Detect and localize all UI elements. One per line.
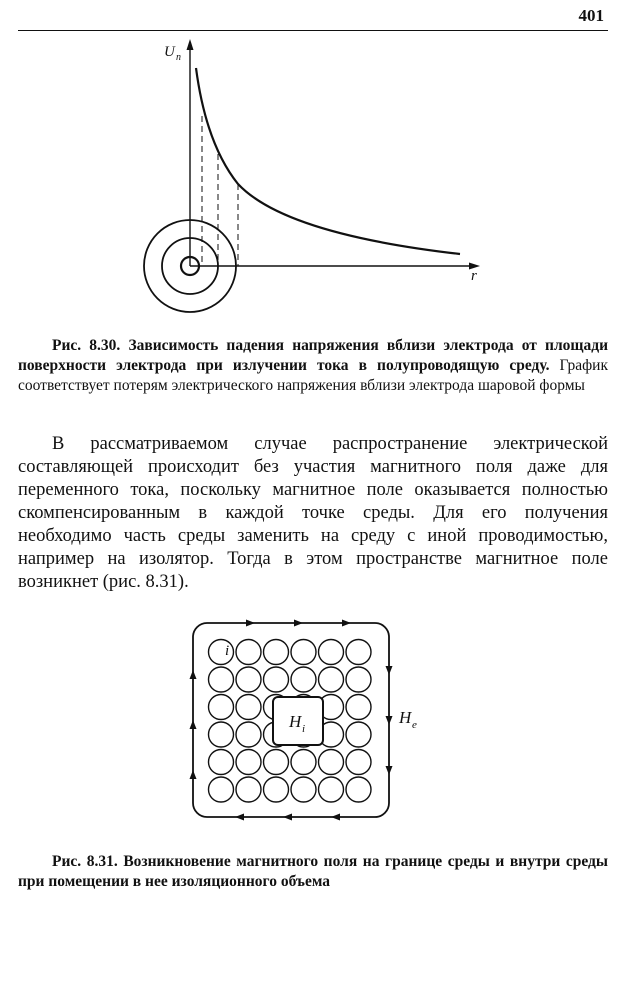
- page-number: 401: [578, 6, 604, 25]
- current-loop-circle: [319, 640, 344, 665]
- current-loop-circle: [291, 750, 316, 775]
- current-loop-circle: [319, 667, 344, 692]
- current-loop-circle: [209, 640, 234, 665]
- current-loop-circle: [319, 777, 344, 802]
- current-loop-circle: [236, 722, 261, 747]
- current-loop-circle: [346, 777, 371, 802]
- current-loop-circle: [264, 750, 289, 775]
- header-rule: [18, 30, 608, 31]
- current-loop-circle: [264, 640, 289, 665]
- outer-field-subscript: e: [412, 719, 417, 731]
- body-paragraph: В рассматриваемом случае распространение электрической составляющей происходит без участия магнитного поля даже для переменного тока, поскольку магнитное поле оказывается полностью скомпенсированным в каждой точке среды. Для его получения необходимо часть среды заменить на среду с иной проводимостью, например на изолятор. Тогда в этом пространстве магнитное поле возникнет (рис. 8.31).: [18, 434, 608, 592]
- inner-field-label: H: [289, 712, 302, 731]
- figure2-caption-number: Рис. 8.31.: [52, 853, 118, 870]
- current-loop-circle: [264, 667, 289, 692]
- current-loop-circle: [209, 777, 234, 802]
- figure-magnetic-field: [185, 615, 445, 825]
- current-loop-circle: [291, 640, 316, 665]
- current-loop-circle: [346, 750, 371, 775]
- current-loop-circle: [319, 750, 344, 775]
- figure1-caption: [18, 336, 608, 396]
- current-loop-circle: [291, 667, 316, 692]
- inner-field-subscript: i: [302, 723, 306, 735]
- current-loop-circle: [346, 695, 371, 720]
- current-loop-circle: [209, 750, 234, 775]
- y-axis-label: U: [164, 44, 175, 60]
- outer-field-label: H: [399, 708, 412, 727]
- current-loop-circle: [346, 722, 371, 747]
- current-loop-circle: [236, 777, 261, 802]
- current-label: i: [225, 643, 230, 659]
- y-axis-arrow: [187, 39, 194, 50]
- figure1-caption-bold: Зависимость падения напряжения вблизи электрода от площади поверхности электрода при излучении тока в полупроводящую среду.: [18, 337, 609, 374]
- figure2-caption-bold: Возникновение магнитного поля на границе среды и внутри среды при помещении в нее изоляционного объема: [18, 853, 608, 890]
- current-loop-circle: [346, 640, 371, 665]
- current-loop-circle: [209, 695, 234, 720]
- figure1-caption-number: Рис. 8.30.: [52, 337, 121, 354]
- current-loop-circle: [236, 640, 261, 665]
- current-loop-circle: [291, 777, 316, 802]
- figure-voltage-drop: [120, 34, 500, 324]
- current-loop-circle: [264, 777, 289, 802]
- y-axis-subscript: п: [176, 52, 181, 63]
- figure1-caption-normal: График соответствует потерям электрического напряжения вблизи электрода шаровой формы: [18, 357, 608, 394]
- current-loop-circle: [209, 722, 234, 747]
- voltage-curve: [196, 68, 460, 254]
- current-loop-circle: [236, 750, 261, 775]
- current-loop-circle: [236, 695, 261, 720]
- current-loop-circle: [346, 667, 371, 692]
- current-loop-circle: [236, 667, 261, 692]
- figure2-caption: [18, 852, 608, 892]
- current-loop-circle: [209, 667, 234, 692]
- x-axis-label: r: [471, 268, 477, 284]
